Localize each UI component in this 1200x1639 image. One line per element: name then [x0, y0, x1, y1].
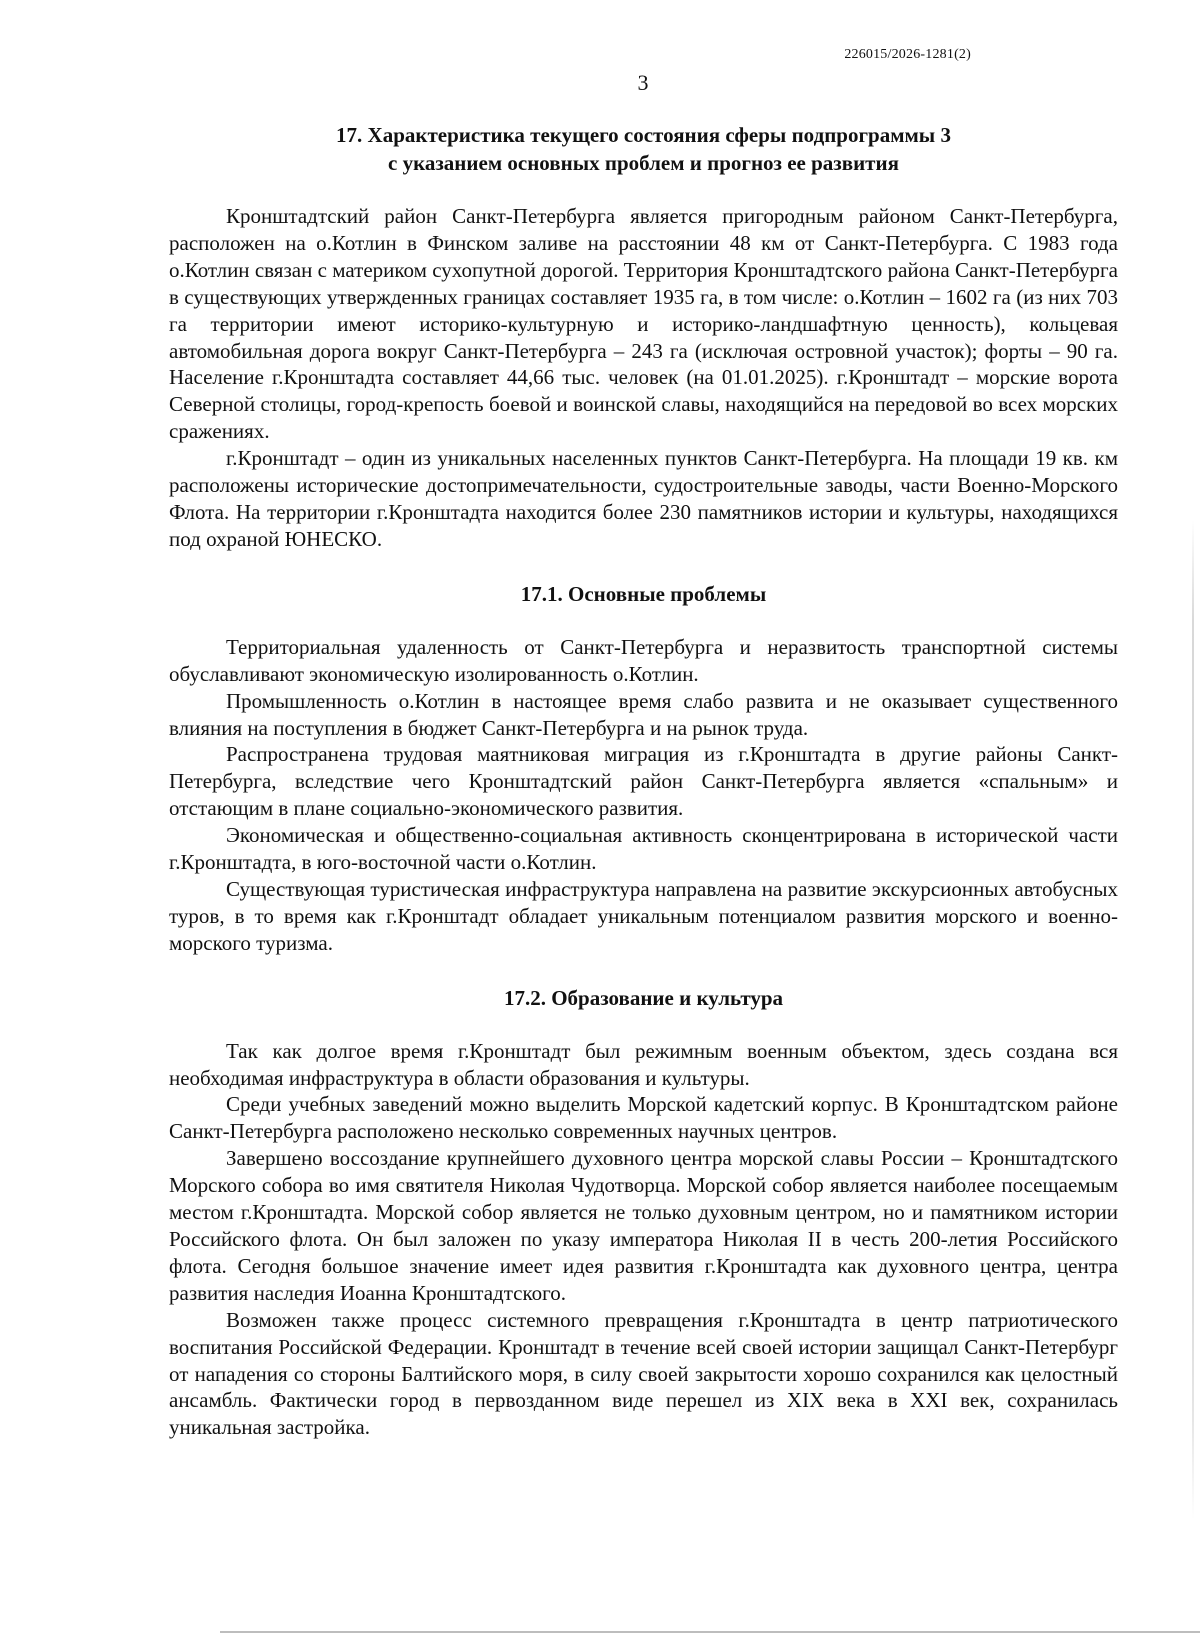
- paragraph: Кронштадтский район Санкт-Петербурга является пригородным районом Санкт-Петербурга, расположен на о.Котлин в Финском заливе на расстоянии 48 км от Санкт-Петербурга. С 1983 года о.Котлин связан с материком сухопутной дорогой. Территория Кронштадтского района Санкт-Петербурга в существующих утвержденных границах составляет 1935 га, в том числе: о.Котлин – 1602 га (из них 703 га территории имеют историко-культурную и историко-ландшафтную ценность), кольцевая автомобильная дорога вокруг Санкт-Петербурга – 243 га (исключая островной участок); форты – 90 га. Население г.Кронштадта составляет 44,66 тыс. человек (на 01.01.2025). г.Кронштадт – морские ворота Северной столицы, город-крепость боевой и воинской славы, находящийся на передовой во всех морских сражениях.: [169, 204, 1118, 444]
- paragraph: Среди учебных заведений можно выделить Морской кадетский корпус. В Кронштадтском районе Санкт-Петербурга расположено несколько современных научных центров.: [169, 1092, 1118, 1144]
- section-17-title-line-2: с указанием основных проблем и прогноз ее развития: [388, 151, 899, 175]
- document-id: 226015/2026-1281(2): [844, 47, 971, 62]
- section-17-title: [169, 121, 1118, 177]
- section-17-2-title: 17.2. Образование и культура: [503, 985, 784, 1010]
- scan-edge-shadow: [1192, 520, 1194, 1520]
- paragraph: Распространена трудовая маятниковая миграция из г.Кронштадта в другие районы Санкт-Петербурга, вследствие чего Кронштадтский район Санкт-Петербурга является «спальным» и отстающим в плане социально-экономического развития.: [169, 742, 1118, 821]
- document-body: [169, 121, 1118, 1441]
- paragraph: Возможен также процесс системного превращения г.Кронштадта в центр патриотического воспитания Российской Федерации. Кронштадт в течение всей своей истории защищал Санкт-Петербург от нападения со стороны Балтийского моря, в силу своей закрытости хорошо сохранился как целостный ансамбль. Фактически город в первозданном виде перешел из XIX века в XXI век, сохранилась уникальная застройка.: [169, 1307, 1118, 1440]
- section-17-1-title: 17.1. Основные проблемы: [520, 581, 767, 606]
- section-17-title-line-1: 17. Характеристика текущего состояния сферы подпрограммы 3: [336, 123, 951, 147]
- paragraph: г.Кронштадт – один из уникальных населенных пунктов Санкт-Петербурга. На площади 19 кв. км расположены исторические достопримечательности, судостроительные заводы, части Военно-Морского Флота. На территории г.Кронштадта находится более 230 памятников истории и культуры, находящихся под охраной ЮНЕСКО.: [169, 446, 1118, 551]
- scan-bottom-edge: [220, 1631, 1200, 1633]
- paragraph: Так как долгое время г.Кронштадт был режимным военным объектом, здесь создана вся необходимая инфраструктура в области образования и культуры.: [169, 1038, 1118, 1090]
- paragraph: Завершено воссоздание крупнейшего духовного центра морской славы России – Кронштадтского Морского собора во имя святителя Николая Чудотворца. Морской собор является наиболее посещаемым местом г.Кронштадта. Морской собор является не только духовным центром, но и памятником истории Российского флота. Он был заложен по указу императора Николая II в честь 200-летия Российского флота. Сегодня большое значение имеет идея развития г.Кронштадта как духовного центра, центра развития наследия Иоанна Кронштадтского.: [169, 1146, 1118, 1305]
- page-number: 3: [637, 70, 649, 95]
- paragraph: Экономическая и общественно-социальная активность сконцентрирована в исторической части г.Кронштадта, в юго-восточной части о.Котлин.: [169, 823, 1118, 875]
- paragraph: Существующая туристическая инфраструктура направлена на развитие экскурсионных автобусных туров, в то время как г.Кронштадт обладает уникальным потенциалом развития морского и военно-морского туризма.: [169, 876, 1118, 955]
- paragraph: Промышленность о.Котлин в настоящее время слабо развита и не оказывает существенного влияния на поступления в бюджет Санкт-Петербурга и на рынок труда.: [169, 688, 1118, 740]
- paragraph: Территориальная удаленность от Санкт-Петербурга и неразвитость транспортной системы обуславливают экономическую изолированность о.Котлин.: [169, 634, 1118, 686]
